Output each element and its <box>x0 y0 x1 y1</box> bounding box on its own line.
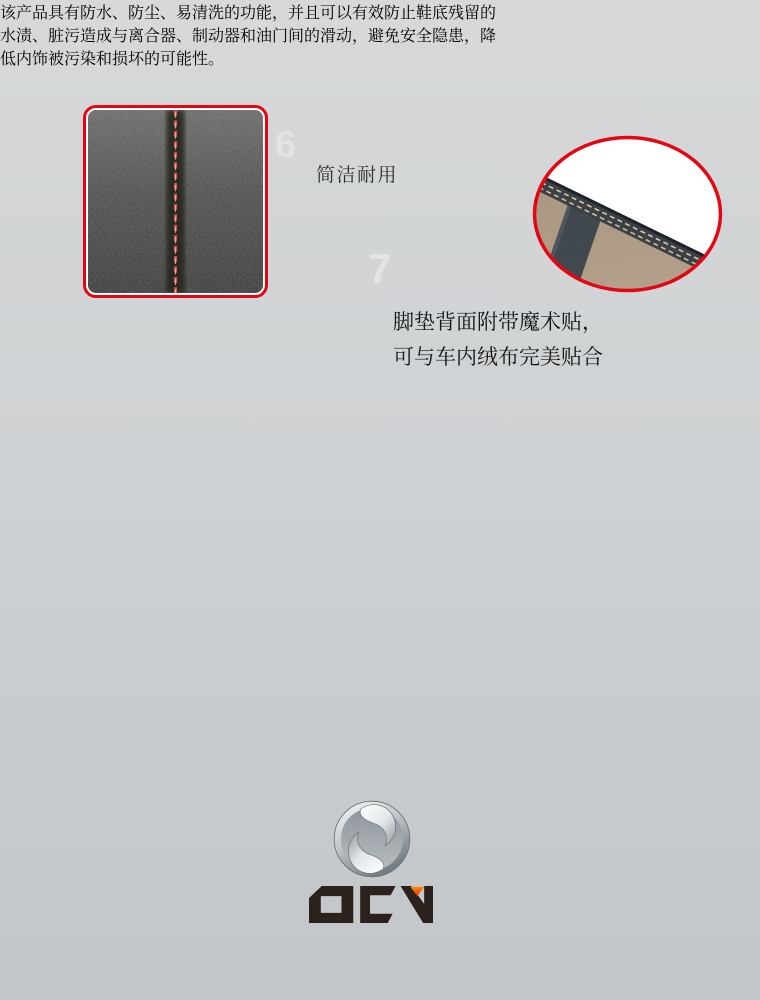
dongfeng-logo-emblem <box>330 797 414 881</box>
leather-stitch-photo <box>83 105 268 298</box>
velcro-back-photo <box>531 134 724 294</box>
leather-texture-image <box>88 110 263 293</box>
feature-7-caption <box>393 305 603 375</box>
twin-swallow-icon <box>330 797 414 881</box>
feature-number-7-watermark: 7 <box>368 245 392 292</box>
feature-7-caption-line1: 脚垫背面附带魔术贴， <box>393 311 603 334</box>
description-line2: 水渍、脏污造成与离合器、制动器和油门间的滑动，避免安全隐患，降 <box>0 28 497 45</box>
dfm-wordmark <box>309 886 433 923</box>
mat-back-image <box>531 134 724 294</box>
description-line3: 低内饰被污染和损坏的可能性。 <box>0 51 225 68</box>
feature-6-caption: 简洁耐用 <box>316 165 399 186</box>
description-line1: 该产品具有防水、防尘、易清洗的功能，并且可以有效防止鞋底残留的 <box>0 5 497 22</box>
feature-7-caption-line2: 可与车内绒布完美贴合 <box>393 346 603 369</box>
feature-number-6-watermark: 6 <box>275 124 297 166</box>
dfm-letters <box>309 886 433 923</box>
